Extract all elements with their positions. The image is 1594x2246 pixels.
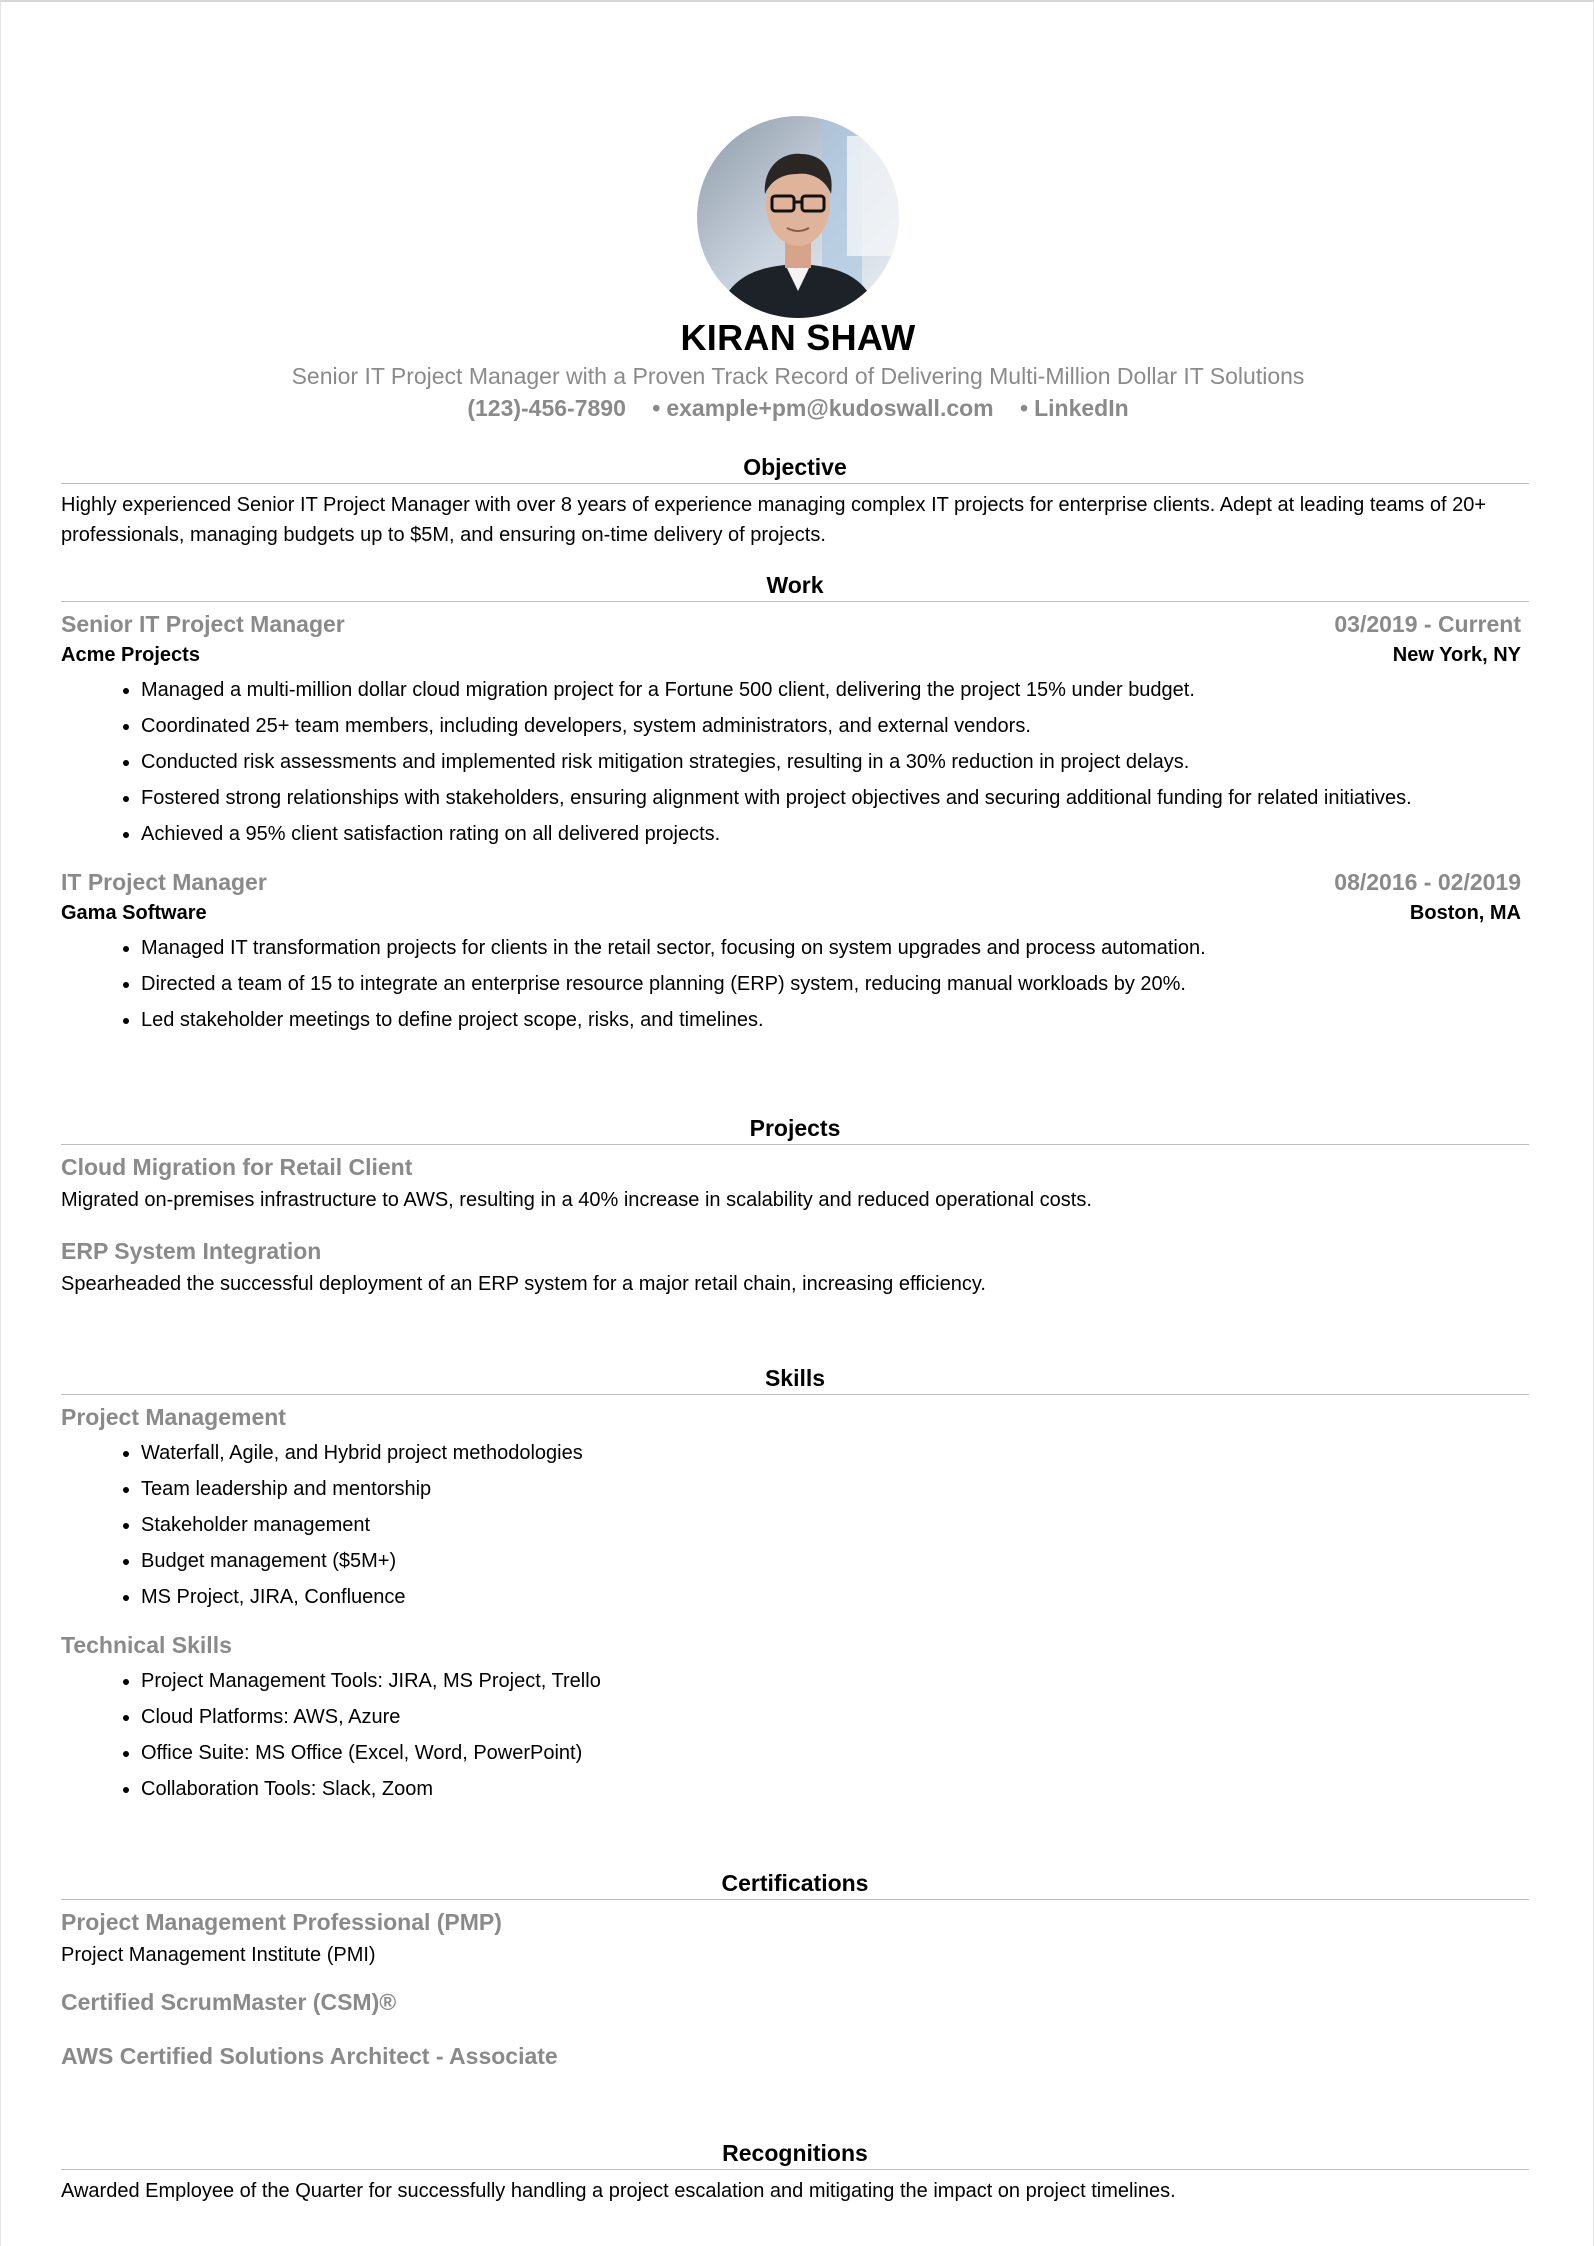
skill-group bbox=[61, 1401, 1529, 1615]
job-bullets bbox=[61, 672, 1529, 852]
phone-number: (123)-456-7890 bbox=[467, 395, 626, 421]
project-name: ERP System Integration bbox=[61, 1238, 322, 1264]
job-bullets bbox=[61, 930, 1529, 1038]
job-role: IT Project Manager bbox=[61, 869, 267, 895]
job-location: Boston, MA bbox=[1409, 902, 1521, 924]
job-dates: 03/2019 - Current bbox=[1334, 611, 1521, 637]
job-role: Senior IT Project Manager bbox=[61, 611, 345, 637]
section-title: Work bbox=[61, 570, 1529, 602]
certifications-section bbox=[61, 1868, 1529, 2072]
list-item: • Coordinated 25+ team members, including developers, system administrators, and external vendors. bbox=[141, 708, 1529, 744]
certification-entry bbox=[61, 2040, 1529, 2072]
project-name: Cloud Migration for Retail Client bbox=[61, 1154, 413, 1180]
profile-photo bbox=[697, 116, 899, 318]
project-description: Spearheaded the successful deployment of an ERP system for a major retail chain, increasing efficiency. bbox=[61, 1273, 986, 1295]
list-item: • Team leadership and mentorship bbox=[141, 1471, 1529, 1507]
resume-header bbox=[1, 116, 1594, 422]
list-item: • MS Project, JIRA, Confluence bbox=[141, 1579, 1529, 1615]
bullet-separator: • bbox=[652, 395, 661, 421]
list-item: • Achieved a 95% client satisfaction rating on all delivered projects. bbox=[141, 816, 1529, 852]
certification-name: AWS Certified Solutions Architect - Associate bbox=[61, 2043, 558, 2069]
profile-photo-image bbox=[697, 116, 899, 318]
job-company: Acme Projects bbox=[61, 644, 200, 666]
bullet-separator: • bbox=[1020, 395, 1029, 421]
skill-group-name: Project Management bbox=[61, 1404, 286, 1430]
skill-group-name: Technical Skills bbox=[61, 1632, 232, 1658]
section-title: Certifications bbox=[61, 1868, 1529, 1900]
list-item: • Stakeholder management bbox=[141, 1507, 1529, 1543]
work-section bbox=[61, 570, 1529, 1038]
skill-list bbox=[61, 1435, 1529, 1615]
list-item: • Managed a multi-million dollar cloud migration project for a Fortune 500 client, delivering the project 15% under budget. bbox=[141, 672, 1529, 708]
candidate-headline: Senior IT Project Manager with a Proven Track Record of Delivering Multi-Million Dollar IT Solutions bbox=[291, 363, 1305, 389]
list-item: • Led stakeholder meetings to define project scope, risks, and timelines. bbox=[141, 1002, 1529, 1038]
list-item: • Managed IT transformation projects for clients in the retail sector, focusing on system upgrades and process automation. bbox=[141, 930, 1529, 966]
objective-section bbox=[61, 452, 1529, 550]
job-company: Gama Software bbox=[61, 902, 207, 924]
section-title: Recognitions bbox=[61, 2138, 1529, 2170]
linkedin-link[interactable]: LinkedIn bbox=[1034, 395, 1129, 421]
certification-name: Certified ScrumMaster (CSM)® bbox=[61, 1989, 397, 2015]
project-entry bbox=[61, 1151, 1529, 1215]
job-location: New York, NY bbox=[1392, 644, 1521, 666]
recognitions-section bbox=[61, 2138, 1529, 2206]
candidate-name: KIRAN SHAW bbox=[680, 317, 916, 358]
job-entry bbox=[61, 866, 1529, 1038]
skill-list bbox=[61, 1663, 1529, 1807]
certification-name: Project Management Professional (PMP) bbox=[61, 1909, 502, 1935]
list-item: • Budget management ($5M+) bbox=[141, 1543, 1529, 1579]
recognition-text: Awarded Employee of the Quarter for successfully handling a project escalation and mitigating the impact on project timelines. bbox=[61, 2180, 1176, 2202]
list-item: • Office Suite: MS Office (Excel, Word, PowerPoint) bbox=[141, 1735, 1529, 1771]
skills-section bbox=[61, 1363, 1529, 1807]
list-item: • Cloud Platforms: AWS, Azure bbox=[141, 1699, 1529, 1735]
skill-group bbox=[61, 1629, 1529, 1807]
contact-line bbox=[1, 394, 1594, 422]
certification-entry bbox=[61, 1906, 1529, 1970]
project-description: Migrated on-premises infrastructure to AWS, resulting in a 40% increase in scalability and reduced operational costs. bbox=[61, 1189, 1092, 1211]
objective-text: Highly experienced Senior IT Project Manager with over 8 years of experience managing complex IT projects for enterprise clients. Adept at leading teams of 20+ professionals, managing budgets up to $5M, and ensuring on-time delivery of projects. bbox=[61, 494, 1487, 546]
list-item: • Directed a team of 15 to integrate an enterprise resource planning (ERP) system, reducing manual workloads by 20%. bbox=[141, 966, 1529, 1002]
section-title: Projects bbox=[61, 1113, 1529, 1145]
job-dates: 08/2016 - 02/2019 bbox=[1334, 869, 1521, 895]
section-title: Skills bbox=[61, 1363, 1529, 1395]
list-item: • Fostered strong relationships with stakeholders, ensuring alignment with project objectives and securing additional funding for related initiatives. bbox=[141, 780, 1529, 816]
email-link[interactable]: example+pm@kudoswall.com bbox=[666, 395, 994, 421]
certification-entry bbox=[61, 1986, 1529, 2018]
list-item: • Project Management Tools: JIRA, MS Project, Trello bbox=[141, 1663, 1529, 1699]
project-entry bbox=[61, 1235, 1529, 1299]
list-item: • Waterfall, Agile, and Hybrid project methodologies bbox=[141, 1435, 1529, 1471]
list-item: • Conducted risk assessments and implemented risk mitigation strategies, resulting in a 30% reduction in project delays. bbox=[141, 744, 1529, 780]
certification-issuer: Project Management Institute (PMI) bbox=[61, 1944, 376, 1966]
projects-section bbox=[61, 1113, 1529, 1299]
list-item: • Collaboration Tools: Slack, Zoom bbox=[141, 1771, 1529, 1807]
section-title: Objective bbox=[61, 452, 1529, 484]
job-entry bbox=[61, 608, 1529, 852]
